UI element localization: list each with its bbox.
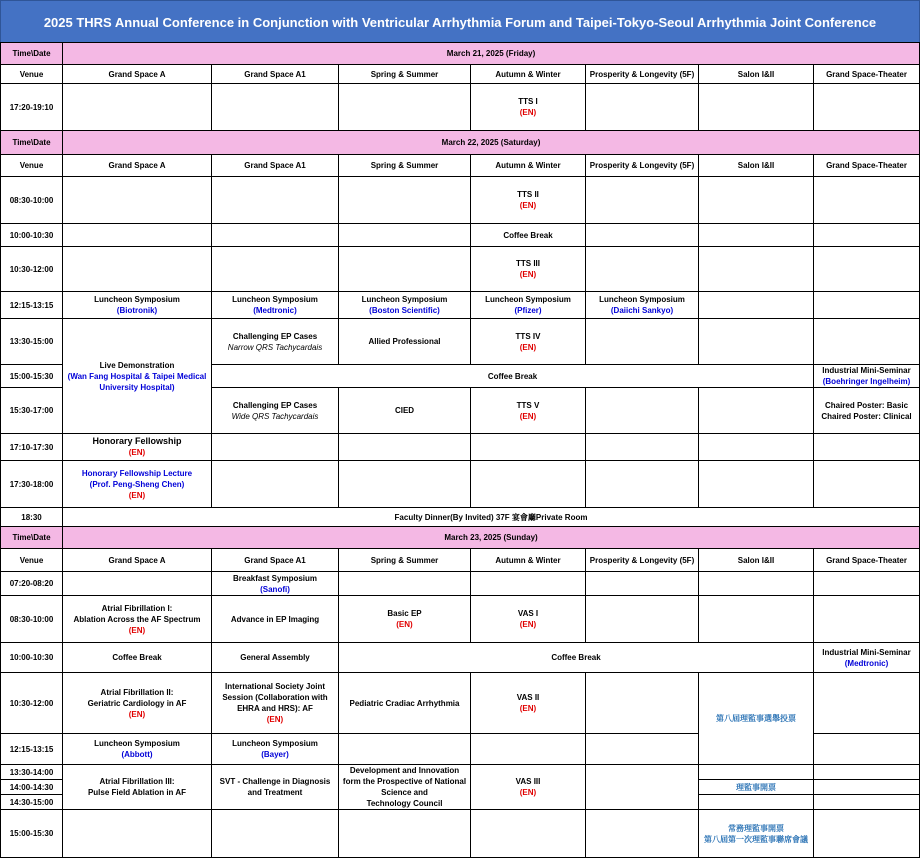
time-slot: 12:15-13:15 (1, 292, 63, 319)
venue-grand-space-a1: Grand Space A1 (212, 155, 339, 177)
session-vas1: VAS I (EN) (471, 596, 586, 643)
time-slot: 17:30-18:00 (1, 461, 63, 508)
venue-prosperity: Prosperity & Longevity (5F) (586, 155, 699, 177)
time-slot: 17:10-17:30 (1, 434, 63, 461)
general-assembly: General Assembly (212, 643, 339, 673)
coffee-break: Coffee Break (339, 643, 814, 673)
time-slot: 15:00-15:30 (1, 365, 63, 388)
time-slot: 13:30-15:00 (1, 319, 63, 365)
venue-label: Venue (1, 65, 63, 84)
page-title: 2025 THRS Annual Conference in Conjunction with Ventricular Arrhythmia Forum and Taipei-Tokyo-Seoul Arrhythmia Joint Conference (0, 0, 920, 44)
venue-theater: Grand Space-Theater (814, 155, 920, 177)
session-tts3: TTS III (EN) (471, 247, 586, 292)
election-vote: 第八屆理監事選舉投票 (699, 673, 814, 765)
venue-prosperity: Prosperity & Longevity (5F) (586, 65, 699, 84)
time-slot: 18:30 (1, 508, 63, 527)
venue-salon: Salon I&II (699, 65, 814, 84)
time-slot: 10:30-12:00 (1, 247, 63, 292)
chaired-poster: Chaired Poster: Basic Chaired Poster: Clinical (814, 388, 920, 434)
live-demonstration: Live Demonstration (Wan Fang Hospital & Taipei Medical University Hospital) (63, 319, 212, 434)
time-slot: 14:30-15:00 (1, 795, 63, 810)
time-slot: 17:20-19:10 (1, 84, 63, 131)
session-vas2: VAS II (EN) (471, 673, 586, 734)
advance-ep-imaging: Advance in EP Imaging (212, 596, 339, 643)
venue-salon: Salon I&II (699, 155, 814, 177)
time-slot: 14:00-14:30 (1, 780, 63, 795)
time-slot: 10:30-12:00 (1, 673, 63, 734)
af-session-1: Atrial Fibrillation I: Ablation Across the AF Spectrum (EN) (63, 596, 212, 643)
challenging-ep-wide: Challenging EP Cases Wide QRS Tachycardais (212, 388, 339, 434)
luncheon-symposium: Luncheon Symposium (Biotronik) (63, 292, 212, 319)
industrial-mini-seminar: Industrial Mini-Seminar (Boehringer Ingelheim) (814, 365, 920, 388)
time-date-header: Time\Date (1, 527, 63, 549)
day1-date: March 21, 2025 (Friday) (63, 43, 920, 65)
venue-spring-summer: Spring & Summer (339, 65, 471, 84)
time-slot: 08:30-10:00 (1, 177, 63, 224)
faculty-dinner: Faculty Dinner(By Invited) 37F 宴會廳Private Room (63, 508, 920, 527)
pediatric-arrhythmia: Pediatric Cradiac Arrhythmia (339, 673, 471, 734)
director-vote-count: 理監事開票 (699, 780, 814, 795)
international-joint-session: International Society Joint Session (Collaboration with EHRA and HRS): AF (EN) (212, 673, 339, 734)
time-slot: 13:30-14:00 (1, 765, 63, 780)
venue-theater: Grand Space-Theater (814, 65, 920, 84)
luncheon-symposium: Luncheon Symposium (Abbott) (63, 734, 212, 765)
venue-spring-summer: Spring & Summer (339, 549, 471, 572)
time-slot: 15:30-17:00 (1, 388, 63, 434)
session-tts1: TTS I (EN) (471, 84, 586, 131)
session-tts2: TTS II (EN) (471, 177, 586, 224)
time-slot: 10:00-10:30 (1, 224, 63, 247)
venue-autumn-winter: Autumn & Winter (471, 549, 586, 572)
industrial-mini-seminar: Industrial Mini-Seminar (Medtronic) (814, 643, 920, 673)
day3-date: March 23, 2025 (Sunday) (63, 527, 920, 549)
luncheon-symposium: Luncheon Symposium (Boston Scientific) (339, 292, 471, 319)
venue-label: Venue (1, 155, 63, 177)
svt-session: SVT - Challenge in Diagnosis and Treatment (212, 765, 339, 810)
time-slot: 12:15-13:15 (1, 734, 63, 765)
venue-theater: Grand Space-Theater (814, 549, 920, 572)
venue-grand-space-a: Grand Space A (63, 549, 212, 572)
time-slot: 15:00-15:30 (1, 810, 63, 858)
coffee-break: Coffee Break (212, 365, 814, 388)
venue-grand-space-a: Grand Space A (63, 155, 212, 177)
time-slot: 07:20-08:20 (1, 572, 63, 596)
honorary-fellowship: Honorary Fellowship (EN) (63, 434, 212, 461)
breakfast-symposium: Breakfast Symposium (Sanofi) (212, 572, 339, 596)
venue-autumn-winter: Autumn & Winter (471, 65, 586, 84)
venue-grand-space-a: Grand Space A (63, 65, 212, 84)
basic-ep: Basic EP (EN) (339, 596, 471, 643)
time-slot: 08:30-10:00 (1, 596, 63, 643)
venue-grand-space-a1: Grand Space A1 (212, 65, 339, 84)
venue-salon: Salon I&II (699, 549, 814, 572)
development-innovation: Development and Innovation form the Prospective of National Science and Technology Council (339, 765, 471, 810)
session-vas3: VAS III (EN) (471, 765, 586, 810)
board-meeting: 常務理監事開票 第八屆第一次理監事聯席會議 (699, 810, 814, 858)
venue-autumn-winter: Autumn & Winter (471, 155, 586, 177)
session-tts5: TTS V (EN) (471, 388, 586, 434)
day2-date: March 22, 2025 (Saturday) (63, 131, 920, 155)
challenging-ep-narrow: Challenging EP Cases Narrow QRS Tachycardais (212, 319, 339, 365)
coffee-break: Coffee Break (471, 224, 586, 247)
time-slot: 10:00-10:30 (1, 643, 63, 673)
af-session-3: Atrial Fibrillation III: Pulse Field Ablation in AF (63, 765, 212, 810)
schedule-table (0, 42, 920, 858)
venue-prosperity: Prosperity & Longevity (5F) (586, 549, 699, 572)
time-date-header: Time\Date (1, 43, 63, 65)
luncheon-symposium: Luncheon Symposium (Daiichi Sankyo) (586, 292, 699, 319)
time-date-header: Time\Date (1, 131, 63, 155)
cied-session: CIED (339, 388, 471, 434)
honorary-fellowship-lecture: Honorary Fellowship Lecture (Prof. Peng-Sheng Chen) (EN) (63, 461, 212, 508)
luncheon-symposium: Luncheon Symposium (Medtronic) (212, 292, 339, 319)
session-tts4: TTS IV (EN) (471, 319, 586, 365)
allied-professional: Allied Professional (339, 319, 471, 365)
luncheon-symposium: Luncheon Symposium (Bayer) (212, 734, 339, 765)
venue-label: Venue (1, 549, 63, 572)
venue-spring-summer: Spring & Summer (339, 155, 471, 177)
venue-grand-space-a1: Grand Space A1 (212, 549, 339, 572)
luncheon-symposium: Luncheon Symposium (Pfizer) (471, 292, 586, 319)
af-session-2: Atrial Fibrillation II: Geriatric Cardiology in AF (EN) (63, 673, 212, 734)
coffee-break: Coffee Break (63, 643, 212, 673)
